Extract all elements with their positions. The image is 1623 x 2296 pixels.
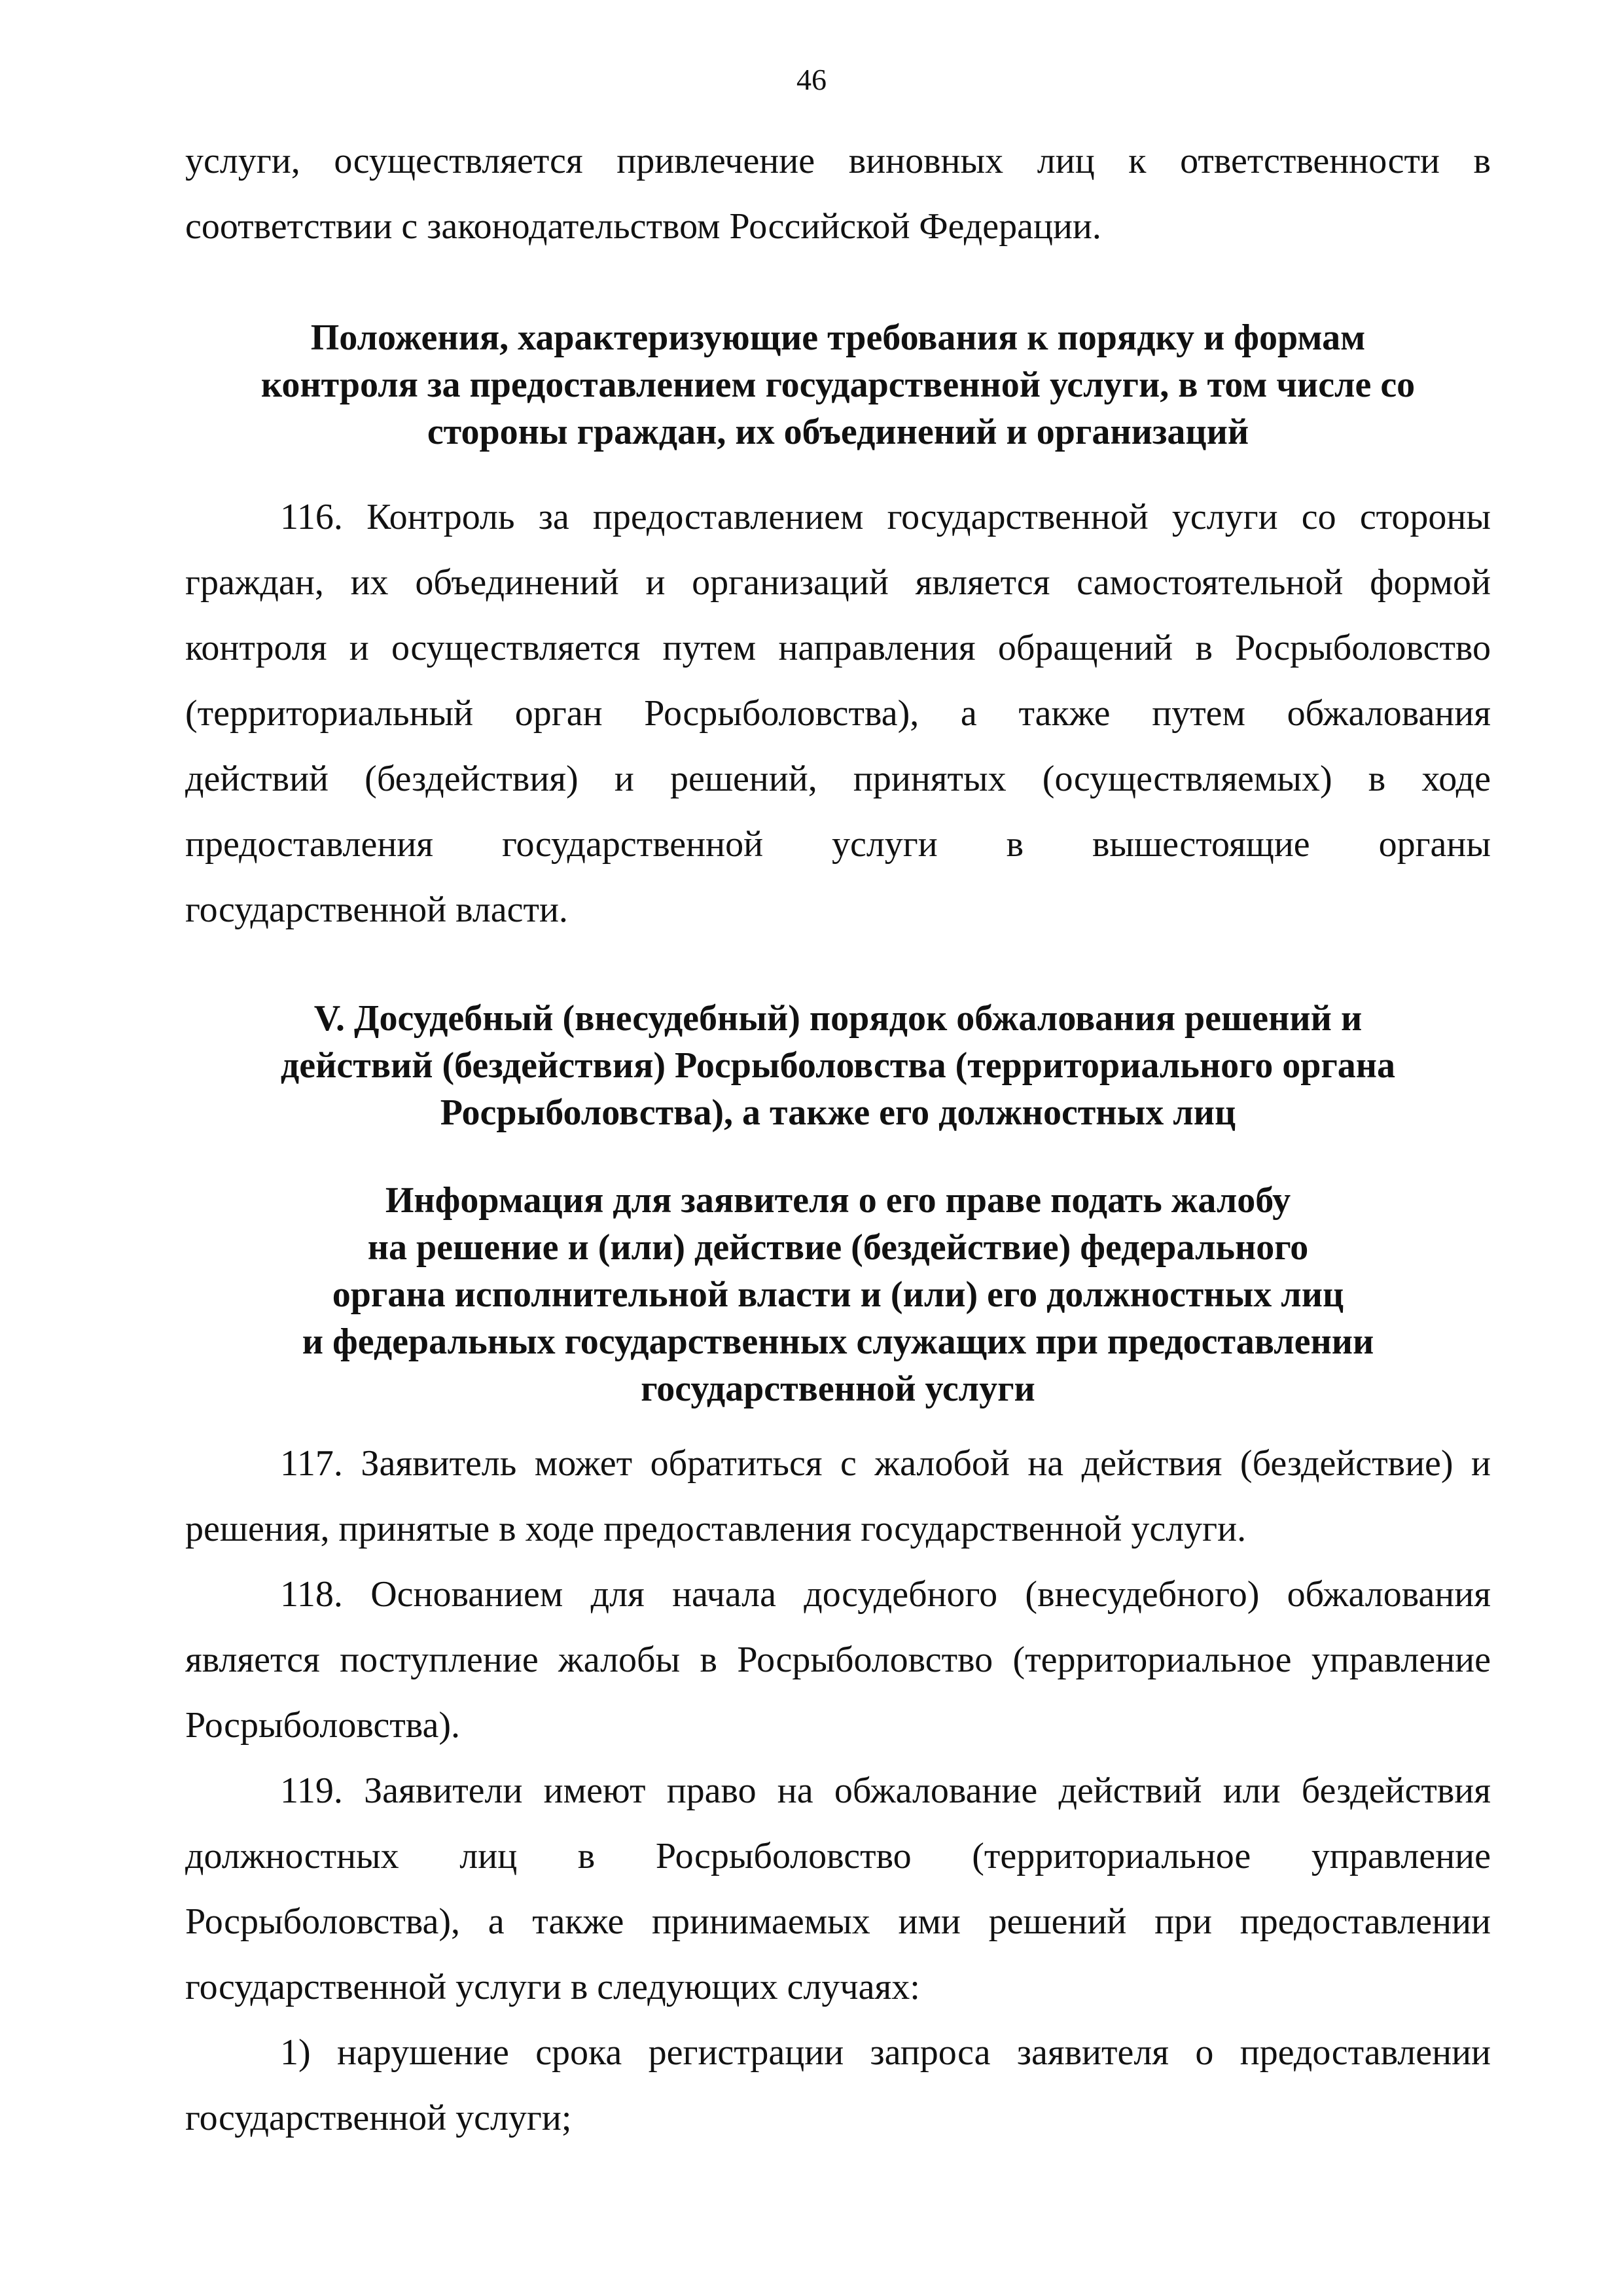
list-item-1 xyxy=(185,2020,1491,2151)
heading-info-line-4: и федеральных государственных служащих при предоставлении xyxy=(302,1321,1374,1362)
heading-info xyxy=(185,1177,1491,1412)
para-117-line-1: 117. Заявитель может обратиться с жалобой на действия (бездействие) и xyxy=(280,1443,1491,1484)
para-116-line-2: граждан, их объединений и организаций является самостоятельной формой xyxy=(185,562,1491,603)
heading-control-line-3: стороны граждан, их объединений и организаций xyxy=(427,412,1249,452)
para-116-line-5: действий (бездействия) и решений, принятых (осуществляемых) в ходе xyxy=(185,759,1491,799)
heading-section-v xyxy=(185,995,1491,1136)
intro-paragraph xyxy=(185,128,1491,259)
heading-control-line-1: Положения, характеризующие требования к порядку и формам xyxy=(310,317,1366,358)
heading-info-text xyxy=(185,1177,1491,1412)
intro-line-1: услуги, осуществляется привлечение виновных лиц к ответственности в xyxy=(185,141,1491,181)
heading-section-v-line-1: V. Досудебный (внесудебный) порядок обжалования решений и xyxy=(313,998,1363,1039)
para-119-line-2: должностных лиц в Росрыболовство (территориальное управление xyxy=(185,1836,1491,1876)
paragraph-118 xyxy=(185,1562,1491,1758)
item-1-line-2: государственной услуги; xyxy=(185,2098,572,2138)
paragraph-119 xyxy=(185,1758,1491,2020)
item-1-line-1: 1) нарушение срока регистрации запроса заявителя о предоставлении xyxy=(280,2032,1491,2073)
heading-control xyxy=(185,314,1491,456)
para-116-line-7: государственной власти. xyxy=(185,889,568,930)
heading-control-line-2: контроля за предоставлением государственной услуги, в том числе со xyxy=(260,365,1416,405)
paragraph-116 xyxy=(185,484,1491,942)
para-119-line-1: 119. Заявители имеют право на обжалование действий или бездействия xyxy=(280,1770,1491,1811)
para-118-line-2: является поступление жалобы в Росрыболовство (территориальное управление xyxy=(185,1640,1491,1680)
paragraph-117 xyxy=(185,1431,1491,1562)
heading-info-line-5: государственной услуги xyxy=(641,1369,1035,1409)
para-116-line-4: (территориальный орган Росрыболовства), а также путем обжалования xyxy=(185,693,1491,734)
para-116-line-6: предоставления государственной услуги в вышестоящие органы xyxy=(185,824,1491,865)
heading-section-v-line-2: действий (бездействия) Росрыболовства (территориального органа xyxy=(280,1045,1396,1086)
heading-info-line-1: Информация для заявителя о его праве подать жалобу xyxy=(385,1180,1291,1221)
heading-section-v-line-3: Росрыболовства), а также его должностных лиц xyxy=(440,1092,1236,1133)
page-number: 46 xyxy=(796,63,827,96)
para-118-line-1: 118. Основанием для начала досудебного (внесудебного) обжалования xyxy=(280,1574,1491,1615)
para-118-line-3: Росрыболовства). xyxy=(185,1705,460,1746)
heading-info-line-3: органа исполнительной власти и (или) его должностных лиц xyxy=(332,1274,1344,1315)
heading-section-v-text xyxy=(185,995,1491,1136)
para-119-line-4: государственной услуги в следующих случаях: xyxy=(185,1967,920,2007)
para-117-line-2: решения, принятые в ходе предоставления государственной услуги. xyxy=(185,1509,1247,1549)
intro-line-2: соответствии с законодательством Российской Федерации. xyxy=(185,206,1101,247)
heading-control-text xyxy=(185,314,1491,456)
para-116-line-1: 116. Контроль за предоставлением государственной услуги со стороны xyxy=(280,497,1491,537)
para-119-line-3: Росрыболовства), а также принимаемых ими решений при предоставлении xyxy=(185,1901,1491,1942)
heading-info-line-2: на решение и (или) действие (бездействие) федерального xyxy=(367,1227,1309,1268)
para-116-line-3: контроля и осуществляется путем направления обращений в Росрыболовство xyxy=(185,628,1491,668)
